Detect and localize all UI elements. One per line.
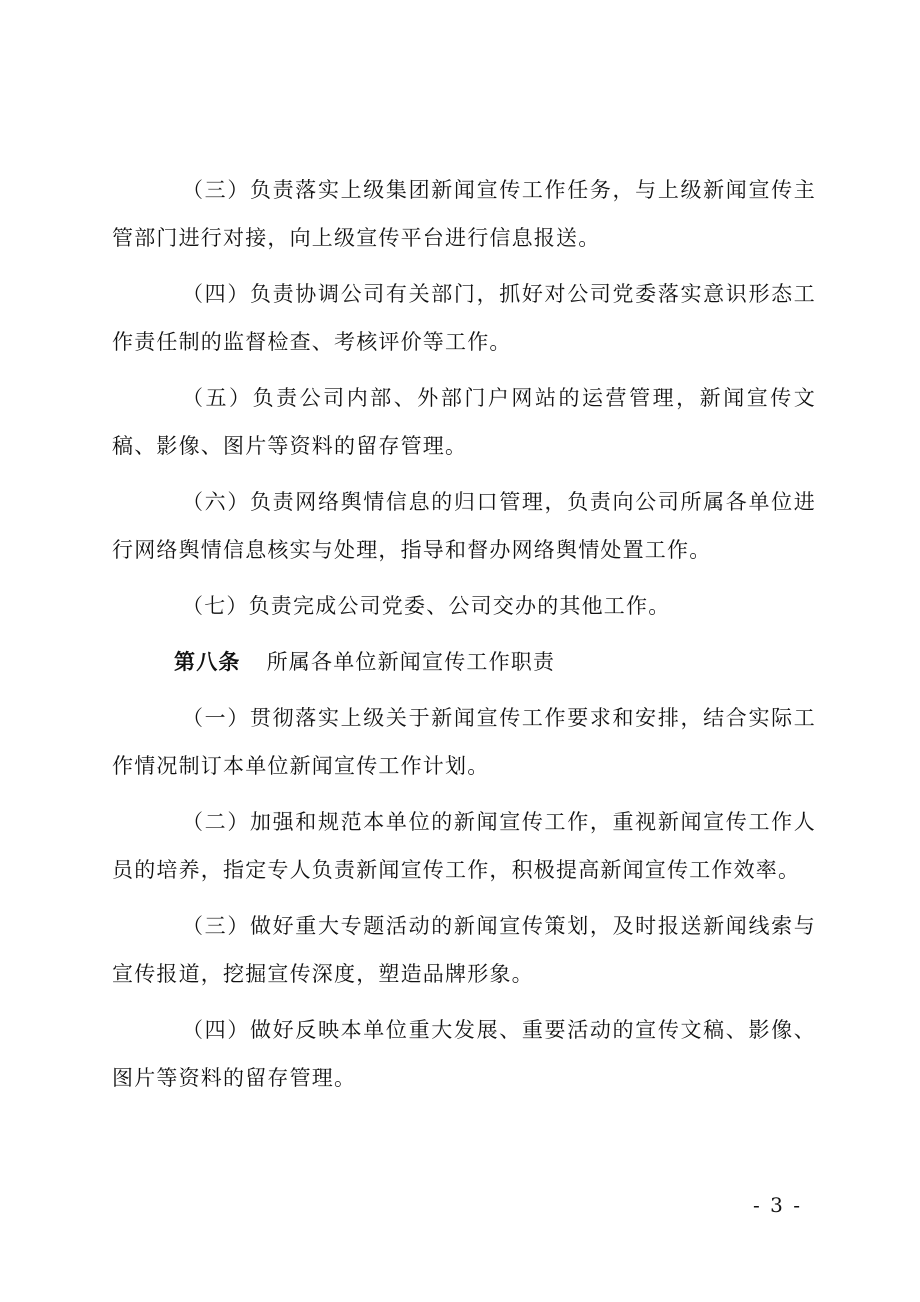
article-title: 所属各单位新闻宣传工作职责 <box>266 650 556 674</box>
paragraph-item-3b: （三）做好重大专题活动的新闻宣传策划，及时报送新闻线索与宣传报道，挖掘宣传深度，塑造品牌形象。 <box>112 914 816 986</box>
paragraph-item-3: （三）负责落实上级集团新闻宣传工作任务，与上级新闻宣传主管部门进行对接，向上级宣传平台进行信息报送。 <box>112 178 816 250</box>
document-body <box>112 166 816 1110</box>
page-number: - 3 - <box>753 1193 802 1217</box>
paragraph-item-2: （二）加强和规范本单位的新闻宣传工作，重视新闻宣传工作人员的培养，指定专人负责新闻宣传工作，积极提高新闻宣传工作效率。 <box>112 810 816 882</box>
article-label: 第八条 <box>174 649 241 674</box>
paragraph-item-7: （七）负责完成公司党委、公司交办的其他工作。 <box>182 594 671 618</box>
paragraph-item-4: （四）负责协调公司有关部门，抓好对公司党委落实意识形态工作责任制的监督检查、考核评价等工作。 <box>112 282 816 354</box>
paragraph-item-6: （六）负责网络舆情信息的归口管理，负责向公司所属各单位进行网络舆情信息核实与处理，指导和督办网络舆情处置工作。 <box>112 490 816 562</box>
paragraph-item-5: （五）负责公司内部、外部门户网站的运营管理，新闻宣传文稿、影像、图片等资料的留存管理。 <box>112 386 816 458</box>
paragraph-item-4b: （四）做好反映本单位重大发展、重要活动的宣传文稿、影像、图片等资料的留存管理。 <box>112 1018 816 1090</box>
article-heading <box>112 638 816 686</box>
paragraph-item-1: （一）贯彻落实上级关于新闻宣传工作要求和安排，结合实际工作情况制订本单位新闻宣传工作计划。 <box>112 706 816 778</box>
